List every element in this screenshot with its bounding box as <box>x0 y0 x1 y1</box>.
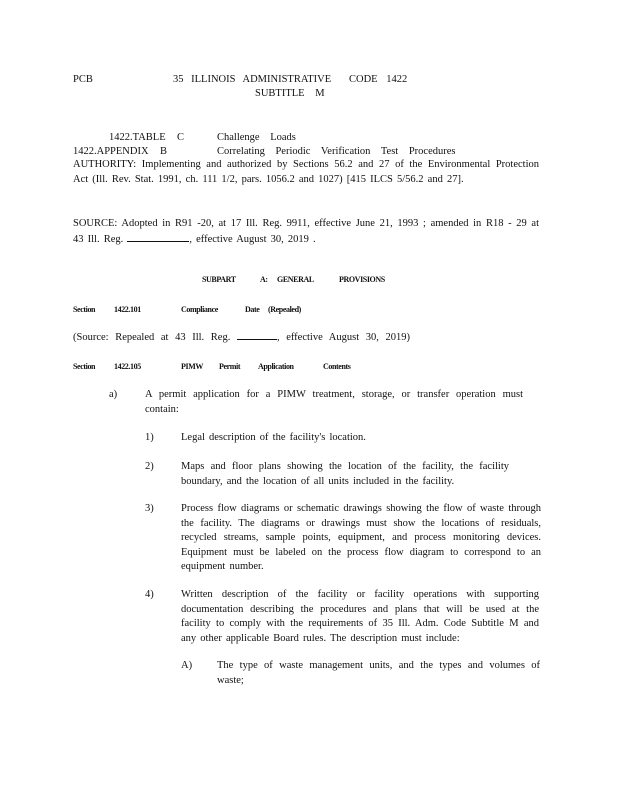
section-101-title-3: (Repealed) <box>268 305 301 314</box>
item-4-text: Written description of the facility or facility operations with supporting documentation describing the procedures and plans that will be used at the facility to comply with the requirements of 35 Ill. Adm. Code Subtitle M and any other applicable Board rules. The description must include: <box>181 589 539 644</box>
section-105-label: Section <box>73 362 96 371</box>
header-title: 35 ILLINOIS ADMINISTRATIVE <box>173 74 332 85</box>
item-2-text: Maps and floor plans showing the location of the facility, the facility boundary, and the location of all units included in the facility. <box>181 461 509 487</box>
item-1-text: Legal description of the facility's location. <box>181 432 366 443</box>
subpart-letter: A: <box>260 275 268 284</box>
toc-table-title: Challenge Loads <box>217 132 296 143</box>
subpart-label: SUBPART <box>202 275 236 284</box>
subpart-name: GENERAL <box>277 275 314 284</box>
item-A-text: The type of waste management units, and the types and volumes of waste; <box>217 660 540 686</box>
toc-appendix-title: Correlating Periodic Verification Test Procedures <box>217 146 456 157</box>
toc-table-letter: C <box>177 132 185 143</box>
header-code: CODE 1422 <box>349 74 408 85</box>
section-101-title: Compliance <box>181 305 218 314</box>
source-note <box>73 217 539 247</box>
section-101-source-text: (Source: Repealed at 43 Ill. Reg. <box>73 332 231 343</box>
section-105-number: 1422.105 <box>114 362 141 371</box>
toc-appendix-number: 1422.APPENDIX <box>73 146 149 157</box>
register-page-blank-2 <box>237 330 277 340</box>
item-3-label: 3) <box>145 503 154 514</box>
item-4-label: 4) <box>145 589 154 600</box>
section-101-label: Section <box>73 305 96 314</box>
section-101-title-2: Date <box>245 305 260 314</box>
section-105-title-3: Application <box>258 362 294 371</box>
section-101-source-effective: , effective August 30, 2019) <box>276 332 411 343</box>
source-text: SOURCE: Adopted in R91 -20, at 17 Ill. Reg. 9911, effective June 21, 1993 ; amended in R18 - 29 at 43 Ill. Reg. <box>73 218 539 245</box>
header-agency: PCB <box>73 74 93 85</box>
section-101-source <box>73 330 410 346</box>
section-105-title-2: Permit <box>219 362 241 371</box>
item-a-label: a) <box>109 389 118 400</box>
item-1-label: 1) <box>145 432 154 443</box>
section-105-title: PIMW <box>181 362 203 371</box>
item-A-label: A) <box>181 660 193 671</box>
toc-table-number: 1422.TABLE <box>109 132 166 143</box>
authority-note: AUTHORITY: Implementing and authorized by Sections 56.2 and 27 of the Environmental Protection Act (Ill. Rev. Stat. 1991, ch. 111 1/2, pars. 1056.2 and 1027) [415 ILCS 5/56.2 and 27]. <box>73 159 539 185</box>
subpart-name-2: PROVISIONS <box>339 275 385 284</box>
item-3-text: Process flow diagrams or schematic drawings showing the flow of waste through the facility. The diagrams or drawings must show the locations of residuals, recycled streams, sample points, equipment, and process monitoring devices. Equipment must be labeled on the process flow diagram to correspond to an equipment number. <box>181 503 541 573</box>
toc-appendix-letter: B <box>160 146 168 157</box>
register-page-blank <box>127 232 189 242</box>
header-subtitle: SUBTITLE M <box>255 88 325 99</box>
section-105-title-4: Contents <box>323 362 351 371</box>
source-effective: , effective August 30, 2019 . <box>189 233 316 245</box>
item-a-text: A permit application for a PIMW treatment, storage, or transfer operation must contain: <box>145 389 523 415</box>
section-101-number: 1422.101 <box>114 305 141 314</box>
item-2-label: 2) <box>145 461 154 472</box>
